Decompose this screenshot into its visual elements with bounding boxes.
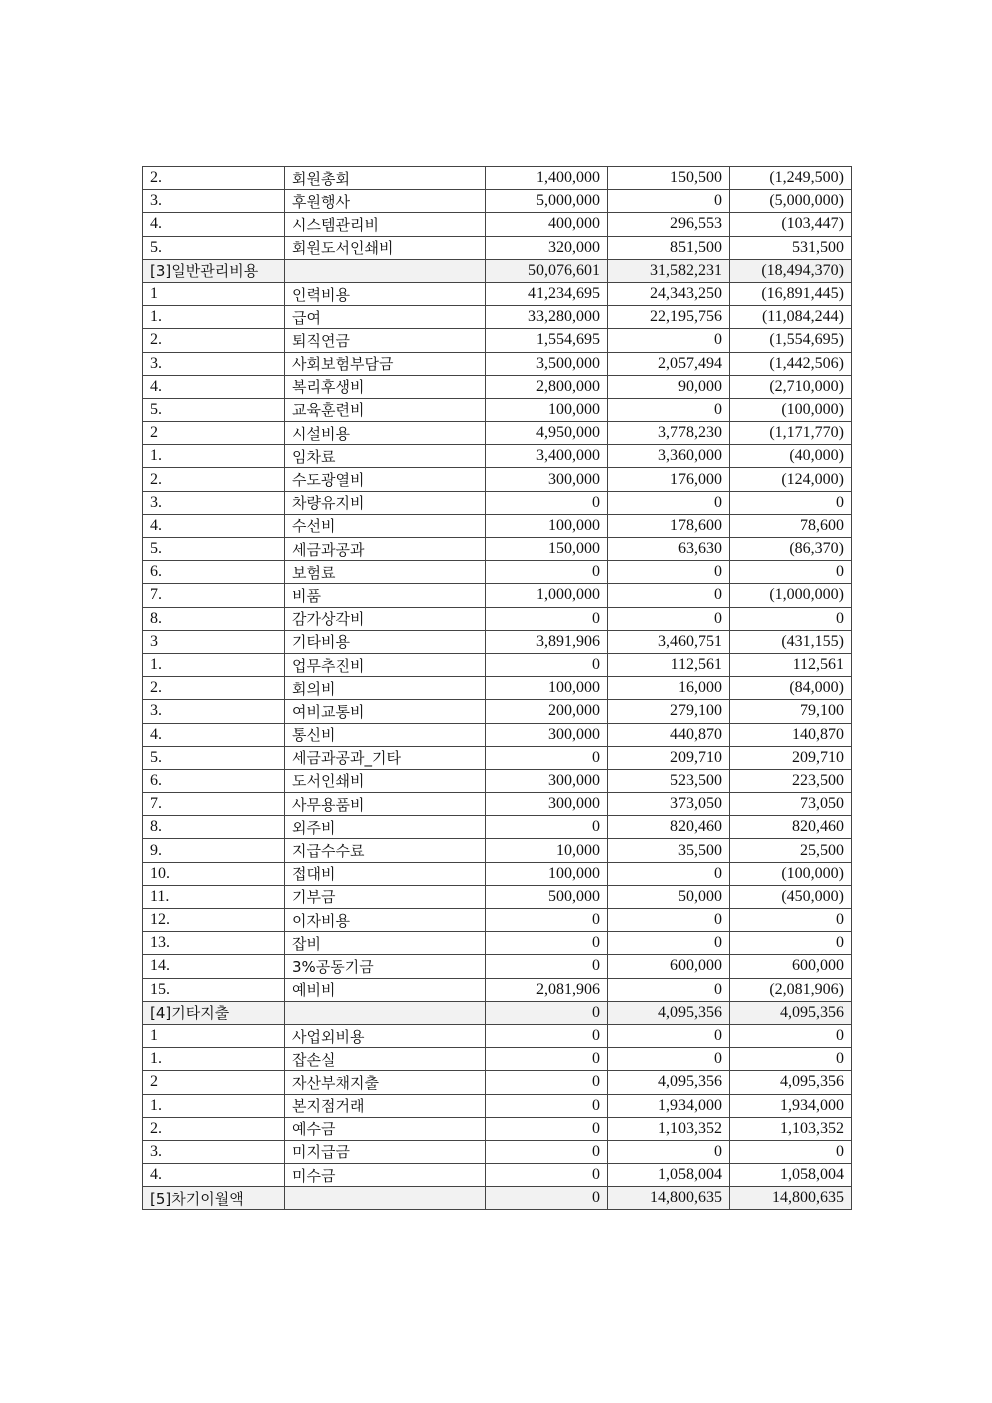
row-budget: 0: [486, 491, 608, 514]
row-budget: 0: [486, 816, 608, 839]
row-diff: (1,249,500): [730, 167, 852, 190]
row-actual: 24,343,250: [608, 282, 730, 305]
row-code: 1.: [143, 445, 285, 468]
row-budget: 0: [486, 607, 608, 630]
row-budget: 100,000: [486, 862, 608, 885]
row-diff: 73,050: [730, 793, 852, 816]
table-row: [143, 885, 852, 908]
table-row: [143, 1164, 852, 1187]
row-name: [285, 1187, 486, 1210]
section-row: [143, 1001, 852, 1024]
row-diff: (5,000,000): [730, 190, 852, 213]
table-row: [143, 538, 852, 561]
row-budget: 41,234,695: [486, 282, 608, 305]
row-diff: (450,000): [730, 885, 852, 908]
row-diff: 78,600: [730, 514, 852, 537]
row-diff: 4,095,356: [730, 1071, 852, 1094]
row-name: 자산부채지출: [285, 1071, 486, 1094]
row-actual: 31,582,231: [608, 259, 730, 282]
row-actual: 2,057,494: [608, 352, 730, 375]
row-budget: 10,000: [486, 839, 608, 862]
table-body: [143, 167, 852, 1210]
row-actual: 178,600: [608, 514, 730, 537]
row-diff: 112,561: [730, 653, 852, 676]
row-name: 3%공동기금: [285, 955, 486, 978]
row-budget: 0: [486, 1164, 608, 1187]
row-budget: 2,081,906: [486, 978, 608, 1001]
table-row: [143, 932, 852, 955]
row-name: 통신비: [285, 723, 486, 746]
row-diff: (1,000,000): [730, 584, 852, 607]
row-code: 7.: [143, 584, 285, 607]
row-actual: 0: [608, 978, 730, 1001]
table-row: [143, 769, 852, 792]
table-row: [143, 723, 852, 746]
row-name: 예수금: [285, 1117, 486, 1140]
row-code: 1.: [143, 1094, 285, 1117]
table-row: [143, 236, 852, 259]
row-budget: 1,554,695: [486, 329, 608, 352]
row-budget: 500,000: [486, 885, 608, 908]
row-name: 세금과공과_기타: [285, 746, 486, 769]
row-code: [4]기타지출: [143, 1001, 285, 1024]
row-budget: 320,000: [486, 236, 608, 259]
row-budget: 4,950,000: [486, 422, 608, 445]
row-diff: (84,000): [730, 677, 852, 700]
table-row: [143, 1140, 852, 1163]
row-name: 사무용품비: [285, 793, 486, 816]
row-diff: (16,891,445): [730, 282, 852, 305]
table-row: [143, 1024, 852, 1047]
row-actual: 112,561: [608, 653, 730, 676]
row-diff: 0: [730, 1024, 852, 1047]
row-actual: 0: [608, 398, 730, 421]
row-name: 감가상각비: [285, 607, 486, 630]
row-diff: (1,171,770): [730, 422, 852, 445]
row-diff: 0: [730, 561, 852, 584]
row-code: 12.: [143, 909, 285, 932]
row-name: 기부금: [285, 885, 486, 908]
row-diff: 209,710: [730, 746, 852, 769]
row-actual: 63,630: [608, 538, 730, 561]
row-diff: (100,000): [730, 862, 852, 885]
row-name: 예비비: [285, 978, 486, 1001]
row-name: 업무추진비: [285, 653, 486, 676]
row-budget: 3,400,000: [486, 445, 608, 468]
row-diff: (18,494,370): [730, 259, 852, 282]
table-row: [143, 909, 852, 932]
row-code: 5.: [143, 236, 285, 259]
table-row: [143, 955, 852, 978]
row-code: 2: [143, 1071, 285, 1094]
row-budget: 0: [486, 1024, 608, 1047]
row-budget: 0: [486, 561, 608, 584]
row-actual: 3,460,751: [608, 630, 730, 653]
row-budget: 0: [486, 1094, 608, 1117]
row-budget: 0: [486, 909, 608, 932]
table-row: [143, 584, 852, 607]
table-row: [143, 700, 852, 723]
row-name: 미수금: [285, 1164, 486, 1187]
row-budget: 150,000: [486, 538, 608, 561]
row-actual: 22,195,756: [608, 306, 730, 329]
row-code: 6.: [143, 769, 285, 792]
table-row: [143, 1071, 852, 1094]
row-diff: 531,500: [730, 236, 852, 259]
row-name: 회원총회: [285, 167, 486, 190]
table-row: [143, 213, 852, 236]
table-row: [143, 514, 852, 537]
row-budget: 1,000,000: [486, 584, 608, 607]
row-actual: 209,710: [608, 746, 730, 769]
row-diff: 140,870: [730, 723, 852, 746]
row-budget: 0: [486, 746, 608, 769]
row-actual: 0: [608, 584, 730, 607]
row-code: 9.: [143, 839, 285, 862]
row-diff: 1,934,000: [730, 1094, 852, 1117]
row-code: 4.: [143, 514, 285, 537]
table-row: [143, 1094, 852, 1117]
row-code: 4.: [143, 375, 285, 398]
row-name: 급여: [285, 306, 486, 329]
table-row: [143, 561, 852, 584]
table-row: [143, 793, 852, 816]
row-actual: 3,778,230: [608, 422, 730, 445]
row-budget: 300,000: [486, 723, 608, 746]
row-code: 1: [143, 282, 285, 305]
row-actual: 50,000: [608, 885, 730, 908]
row-code: [5]차기이월액: [143, 1187, 285, 1210]
row-code: 1: [143, 1024, 285, 1047]
table-row: [143, 422, 852, 445]
row-actual: 3,360,000: [608, 445, 730, 468]
table-row: [143, 816, 852, 839]
row-actual: 0: [608, 190, 730, 213]
row-name: 지급수수료: [285, 839, 486, 862]
row-name: [285, 1001, 486, 1024]
row-diff: 0: [730, 1140, 852, 1163]
row-diff: 1,058,004: [730, 1164, 852, 1187]
row-budget: 0: [486, 1117, 608, 1140]
row-code: 1.: [143, 1048, 285, 1071]
row-diff: (124,000): [730, 468, 852, 491]
row-name: 세금과공과: [285, 538, 486, 561]
row-code: 2: [143, 422, 285, 445]
row-code: 3.: [143, 352, 285, 375]
row-budget: 0: [486, 932, 608, 955]
table-row: [143, 653, 852, 676]
row-actual: 176,000: [608, 468, 730, 491]
row-budget: 300,000: [486, 769, 608, 792]
row-diff: (40,000): [730, 445, 852, 468]
row-name: [285, 259, 486, 282]
row-actual: 0: [608, 561, 730, 584]
row-diff: 4,095,356: [730, 1001, 852, 1024]
table-row: [143, 445, 852, 468]
table-row: [143, 630, 852, 653]
row-budget: 100,000: [486, 677, 608, 700]
row-code: 5.: [143, 398, 285, 421]
row-actual: 0: [608, 329, 730, 352]
row-name: 외주비: [285, 816, 486, 839]
row-actual: 90,000: [608, 375, 730, 398]
row-name: 수선비: [285, 514, 486, 537]
row-actual: 0: [608, 491, 730, 514]
row-diff: (431,155): [730, 630, 852, 653]
row-code: 2.: [143, 677, 285, 700]
section-row: [143, 1187, 852, 1210]
row-diff: (1,442,506): [730, 352, 852, 375]
table-row: [143, 978, 852, 1001]
row-actual: 296,553: [608, 213, 730, 236]
row-code: 14.: [143, 955, 285, 978]
budget-table: [142, 166, 852, 1210]
row-actual: 1,934,000: [608, 1094, 730, 1117]
row-actual: 14,800,635: [608, 1187, 730, 1210]
table-row: [143, 746, 852, 769]
row-name: 시스템관리비: [285, 213, 486, 236]
table-row: [143, 352, 852, 375]
row-diff: 25,500: [730, 839, 852, 862]
row-budget: 1,400,000: [486, 167, 608, 190]
row-name: 수도광열비: [285, 468, 486, 491]
row-diff: 0: [730, 909, 852, 932]
row-diff: 0: [730, 607, 852, 630]
row-name: 이자비용: [285, 909, 486, 932]
row-diff: (2,081,906): [730, 978, 852, 1001]
row-name: 후원행사: [285, 190, 486, 213]
row-name: 기타비용: [285, 630, 486, 653]
row-code: 13.: [143, 932, 285, 955]
row-actual: 0: [608, 909, 730, 932]
table-row: [143, 167, 852, 190]
row-code: 3.: [143, 190, 285, 213]
row-budget: 0: [486, 1187, 608, 1210]
row-code: 2.: [143, 167, 285, 190]
row-name: 사회보험부담금: [285, 352, 486, 375]
row-actual: 0: [608, 607, 730, 630]
row-actual: 150,500: [608, 167, 730, 190]
row-diff: (2,710,000): [730, 375, 852, 398]
row-name: 보험료: [285, 561, 486, 584]
row-name: 본지점거래: [285, 1094, 486, 1117]
row-diff: 0: [730, 491, 852, 514]
row-name: 교육훈련비: [285, 398, 486, 421]
row-code: 2.: [143, 329, 285, 352]
row-actual: 0: [608, 1048, 730, 1071]
row-budget: 3,500,000: [486, 352, 608, 375]
row-code: 5.: [143, 746, 285, 769]
row-budget: 100,000: [486, 398, 608, 421]
row-diff: 0: [730, 1048, 852, 1071]
row-code: [3]일반관리비용: [143, 259, 285, 282]
row-actual: 851,500: [608, 236, 730, 259]
row-budget: 50,076,601: [486, 259, 608, 282]
row-diff: 0: [730, 932, 852, 955]
row-name: 회원도서인쇄비: [285, 236, 486, 259]
row-actual: 1,058,004: [608, 1164, 730, 1187]
row-code: 15.: [143, 978, 285, 1001]
row-diff: 223,500: [730, 769, 852, 792]
row-budget: 300,000: [486, 793, 608, 816]
row-actual: 440,870: [608, 723, 730, 746]
row-budget: 0: [486, 955, 608, 978]
row-code: 4.: [143, 1164, 285, 1187]
table-row: [143, 677, 852, 700]
row-code: 10.: [143, 862, 285, 885]
row-code: 3.: [143, 491, 285, 514]
row-code: 8.: [143, 607, 285, 630]
row-name: 퇴직연금: [285, 329, 486, 352]
row-name: 차량유지비: [285, 491, 486, 514]
row-diff: (86,370): [730, 538, 852, 561]
row-code: 3: [143, 630, 285, 653]
row-budget: 300,000: [486, 468, 608, 491]
row-code: 3.: [143, 700, 285, 723]
row-budget: 5,000,000: [486, 190, 608, 213]
section-row: [143, 259, 852, 282]
row-actual: 4,095,356: [608, 1001, 730, 1024]
table-row: [143, 607, 852, 630]
row-code: 1.: [143, 653, 285, 676]
row-code: 7.: [143, 793, 285, 816]
row-budget: 200,000: [486, 700, 608, 723]
row-diff: (11,084,244): [730, 306, 852, 329]
row-actual: 1,103,352: [608, 1117, 730, 1140]
row-actual: 820,460: [608, 816, 730, 839]
table-row: [143, 468, 852, 491]
row-budget: 0: [486, 1071, 608, 1094]
row-code: 4.: [143, 213, 285, 236]
row-actual: 373,050: [608, 793, 730, 816]
table-row: [143, 375, 852, 398]
row-code: 6.: [143, 561, 285, 584]
table-row: [143, 862, 852, 885]
row-budget: 3,891,906: [486, 630, 608, 653]
row-name: 미지급금: [285, 1140, 486, 1163]
row-actual: 523,500: [608, 769, 730, 792]
row-code: 4.: [143, 723, 285, 746]
table-row: [143, 190, 852, 213]
table-row: [143, 1048, 852, 1071]
row-actual: 279,100: [608, 700, 730, 723]
row-name: 접대비: [285, 862, 486, 885]
row-diff: (1,554,695): [730, 329, 852, 352]
row-budget: 2,800,000: [486, 375, 608, 398]
row-code: 2.: [143, 1117, 285, 1140]
table-row: [143, 491, 852, 514]
row-diff: 14,800,635: [730, 1187, 852, 1210]
row-diff: (103,447): [730, 213, 852, 236]
row-name: 잡손실: [285, 1048, 486, 1071]
row-name: 사업외비용: [285, 1024, 486, 1047]
table-row: [143, 282, 852, 305]
row-diff: 600,000: [730, 955, 852, 978]
table-row: [143, 398, 852, 421]
row-diff: 820,460: [730, 816, 852, 839]
row-actual: 0: [608, 932, 730, 955]
row-budget: 100,000: [486, 514, 608, 537]
row-diff: (100,000): [730, 398, 852, 421]
row-name: 도서인쇄비: [285, 769, 486, 792]
row-budget: 0: [486, 1140, 608, 1163]
row-diff: 1,103,352: [730, 1117, 852, 1140]
row-actual: 0: [608, 1140, 730, 1163]
row-actual: 16,000: [608, 677, 730, 700]
row-name: 여비교통비: [285, 700, 486, 723]
row-name: 잡비: [285, 932, 486, 955]
row-budget: 0: [486, 1048, 608, 1071]
row-name: 시설비용: [285, 422, 486, 445]
row-code: 8.: [143, 816, 285, 839]
row-actual: 35,500: [608, 839, 730, 862]
row-code: 11.: [143, 885, 285, 908]
row-budget: 0: [486, 1001, 608, 1024]
row-budget: 400,000: [486, 213, 608, 236]
table-row: [143, 306, 852, 329]
row-actual: 0: [608, 862, 730, 885]
table-row: [143, 329, 852, 352]
table-row: [143, 1117, 852, 1140]
row-budget: 33,280,000: [486, 306, 608, 329]
row-code: 5.: [143, 538, 285, 561]
row-actual: 600,000: [608, 955, 730, 978]
row-name: 비품: [285, 584, 486, 607]
row-name: 회의비: [285, 677, 486, 700]
row-actual: 4,095,356: [608, 1071, 730, 1094]
table-row: [143, 839, 852, 862]
row-name: 복리후생비: [285, 375, 486, 398]
row-actual: 0: [608, 1024, 730, 1047]
row-code: 2.: [143, 468, 285, 491]
row-code: 1.: [143, 306, 285, 329]
row-budget: 0: [486, 653, 608, 676]
row-code: 3.: [143, 1140, 285, 1163]
row-name: 임차료: [285, 445, 486, 468]
row-diff: 79,100: [730, 700, 852, 723]
row-name: 인력비용: [285, 282, 486, 305]
